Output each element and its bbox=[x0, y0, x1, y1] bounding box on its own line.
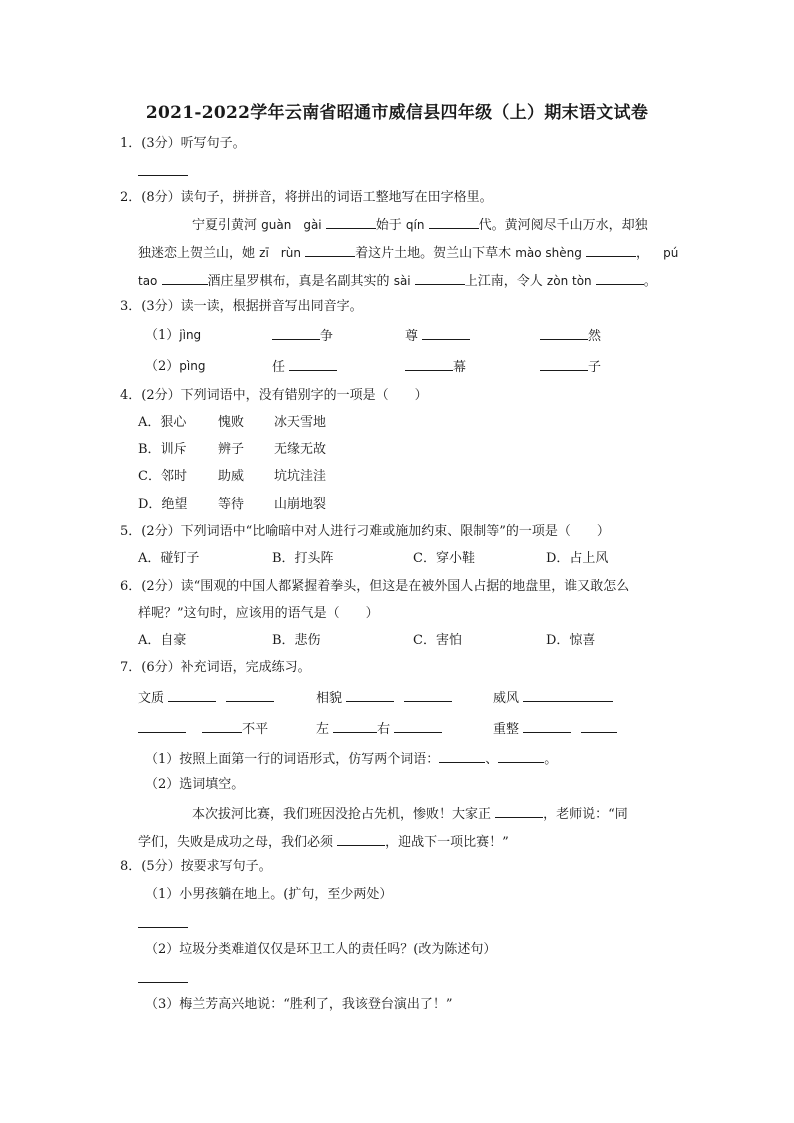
answer-blank[interactable] bbox=[586, 243, 636, 257]
q3-row1-label: （1）jìng bbox=[145, 328, 202, 343]
pinyin: sài bbox=[393, 274, 411, 288]
q8-heading: 8．(5分）按要求写句子。 bbox=[120, 859, 272, 874]
answer-blank[interactable] bbox=[415, 271, 465, 285]
answer-blank[interactable] bbox=[439, 749, 485, 763]
q8-sub2-answer-blank[interactable] bbox=[138, 969, 188, 989]
answer-blank[interactable] bbox=[422, 326, 470, 340]
q5-option-c[interactable]: C．穿小鞋 bbox=[413, 551, 475, 566]
answer-blank[interactable] bbox=[394, 719, 442, 733]
q4-heading: 4．(2分）下列词语中，没有错别字的一项是（ ） bbox=[120, 388, 428, 403]
q4-option-b-word2: 辨子 bbox=[218, 442, 245, 457]
q3-row2-item3: 子 bbox=[540, 357, 601, 377]
q4-option-c-word2: 助威 bbox=[218, 469, 245, 484]
q4-option-a-word2: 愧败 bbox=[218, 415, 245, 430]
pinyin: tao bbox=[138, 274, 158, 288]
q1-answer-blank[interactable] bbox=[138, 162, 188, 182]
q5-heading: 5．(2分）下列词语中“比喻暗中对人进行刁难或施加约束、限制等”的一项是（ ） bbox=[120, 524, 610, 539]
answer-blank[interactable] bbox=[523, 719, 571, 733]
pinyin: zī rùn bbox=[259, 246, 301, 260]
answer-blank[interactable] bbox=[162, 271, 208, 285]
q6-option-c[interactable]: C．害怕 bbox=[413, 633, 462, 648]
q6-option-b[interactable]: B．悲伤 bbox=[272, 633, 321, 648]
q7-heading: 7．(6分）补充词语，完成练习。 bbox=[120, 660, 311, 675]
answer-blank[interactable] bbox=[333, 719, 377, 733]
answer-blank[interactable] bbox=[581, 719, 617, 733]
pinyin: zòn tòn bbox=[546, 274, 592, 288]
answer-blank[interactable] bbox=[337, 832, 385, 846]
q7-word-zuoyou: 左 右 bbox=[316, 719, 442, 739]
q8-sub2: （2）垃圾分类难道仅仅是环卫工人的责任吗？(改为陈述句） bbox=[145, 942, 497, 957]
pinyin: guàn gài bbox=[261, 218, 322, 232]
q4-option-d-word3: 山崩地裂 bbox=[274, 497, 327, 512]
q3-row1-item1: 争 bbox=[272, 326, 333, 346]
q2-line-3: tao 酒庄星罗棋布，真是名副其实的 sài 上江南，令人 zòn tòn 。 bbox=[138, 271, 657, 291]
q3-heading: 3．(3分）读一读，根据拼音写出同音字。 bbox=[120, 299, 363, 314]
q4-option-c-word3: 坑坑洼洼 bbox=[274, 469, 327, 484]
answer-blank[interactable] bbox=[326, 215, 376, 229]
q7-sub1: （1）按照上面第一行的词语形式，仿写两个词语： 、 。 bbox=[145, 749, 557, 769]
q3-row2-label: （2）pìng bbox=[145, 359, 206, 374]
q7-word-weifeng: 威风 bbox=[493, 688, 613, 708]
q3-row1-item2: 尊 bbox=[405, 326, 470, 346]
answer-blank[interactable] bbox=[405, 357, 453, 371]
answer-blank[interactable] bbox=[495, 804, 543, 818]
answer-blank[interactable] bbox=[226, 688, 274, 702]
answer-blank[interactable] bbox=[168, 688, 216, 702]
q2-line-1: 宁夏引黄河 guàn gài 始于 qín 代。黄河阅尽千山万水，却独 bbox=[192, 215, 648, 235]
q4-option-d-word2: 等待 bbox=[218, 497, 245, 512]
q7-sub2: （2）选词填空。 bbox=[145, 777, 245, 792]
answer-blank[interactable] bbox=[523, 688, 613, 702]
q4-option-d[interactable]: D．绝望 bbox=[138, 497, 188, 512]
q8-sub1: （1）小男孩躺在地上。(扩句，至少两处） bbox=[145, 887, 393, 902]
answer-blank[interactable] bbox=[404, 688, 452, 702]
q3-row1-item3: 然 bbox=[540, 326, 601, 346]
q3-row2-item1: 任 bbox=[272, 357, 337, 377]
answer-blank[interactable] bbox=[429, 215, 479, 229]
q6-heading-line2: 样呢？”这句时，应该用的语气是（ ） bbox=[138, 606, 379, 621]
answer-blank[interactable] bbox=[202, 719, 242, 733]
q5-option-b[interactable]: B．打头阵 bbox=[272, 551, 334, 566]
exam-title: 2021-2022学年云南省昭通市威信县四年级（上）期末语文试卷 bbox=[145, 103, 649, 123]
answer-blank[interactable] bbox=[498, 749, 544, 763]
q6-option-d[interactable]: D．惊喜 bbox=[546, 633, 596, 648]
answer-blank[interactable] bbox=[540, 357, 588, 371]
answer-blank[interactable] bbox=[289, 357, 337, 371]
q8-sub3: （3）梅兰芳高兴地说：“胜利了，我该登台演出了！” bbox=[145, 997, 453, 1012]
pinyin: pú bbox=[663, 246, 679, 260]
answer-blank[interactable] bbox=[305, 243, 355, 257]
q4-option-b[interactable]: B．训斥 bbox=[138, 442, 187, 457]
q7-passage-line2: 学们，失败是成功之母，我们必须 ，迎战下一项比赛！” bbox=[138, 832, 509, 852]
q8-sub1-answer-blank[interactable] bbox=[138, 914, 188, 934]
q7-word-buping: 不平 bbox=[138, 719, 268, 739]
answer-blank[interactable] bbox=[596, 271, 644, 285]
q4-option-b-word3: 无缘无故 bbox=[274, 442, 327, 457]
answer-blank[interactable] bbox=[346, 688, 394, 702]
answer-blank[interactable] bbox=[138, 719, 186, 733]
q2-line-2: 独迷恋上贺兰山，她 zī rùn 着这片土地。贺兰山下草木 mào shèng ， pú bbox=[138, 243, 678, 263]
q1-heading: 1．(3分）听写句子。 bbox=[120, 136, 246, 151]
q7-word-wenzhi: 文质 bbox=[138, 688, 274, 708]
answer-blank[interactable] bbox=[540, 326, 588, 340]
q4-option-a[interactable]: A．狠心 bbox=[138, 415, 187, 430]
q6-option-a[interactable]: A．自豪 bbox=[138, 633, 187, 648]
q3-row2-item2: 幕 bbox=[405, 357, 466, 377]
q6-heading-line1: 6．(2分）读“围观的中国人都紧握着拳头，但这是在被外国人占据的地盘里，谁又敢怎么 bbox=[120, 579, 630, 594]
q4-option-c[interactable]: C．邻时 bbox=[138, 469, 187, 484]
q2-heading: 2．(8分）读句子，拼拼音，将拼出的词语工整地写在田字格里。 bbox=[120, 190, 493, 205]
q4-option-a-word3: 冰天雪地 bbox=[274, 415, 327, 430]
q7-word-xiangmao: 相貌 bbox=[316, 688, 452, 708]
q7-word-chongzheng: 重整 bbox=[493, 719, 617, 739]
q5-option-a[interactable]: A．碰钉子 bbox=[138, 551, 200, 566]
q5-option-d[interactable]: D．占上风 bbox=[546, 551, 609, 566]
pinyin: qín bbox=[405, 218, 425, 232]
answer-blank[interactable] bbox=[272, 326, 320, 340]
pinyin: mào shèng bbox=[515, 246, 582, 260]
q7-passage-line1: 本次拔河比赛，我们班因没抢占先机，惨败！大家正 ，老师说：“同 bbox=[192, 804, 628, 824]
